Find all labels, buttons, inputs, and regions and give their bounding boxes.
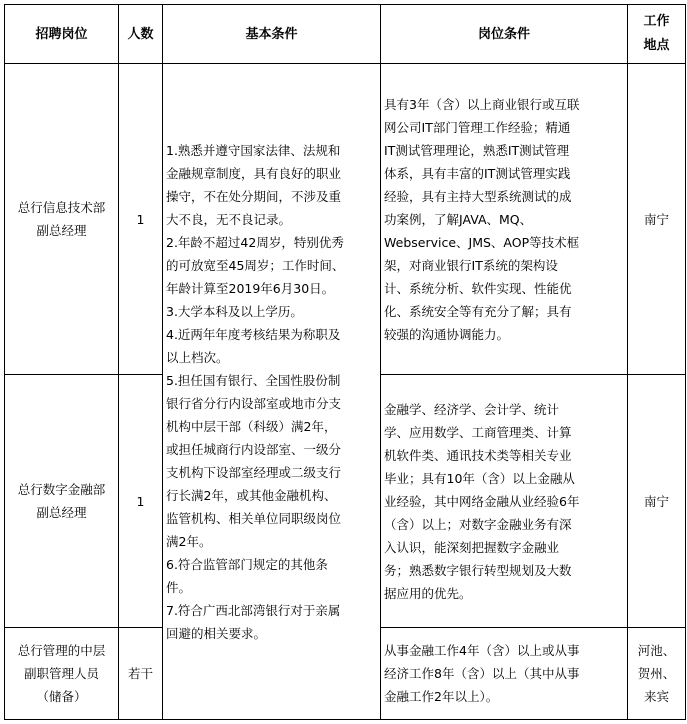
location-cell: 河池、 贺州、 来宾 bbox=[628, 628, 686, 720]
count-cell: 若干 bbox=[119, 628, 163, 720]
header-position: 招聘岗位 bbox=[5, 5, 119, 64]
basic-conditions-cell: 1.熟悉并遵守国家法律、法规和 金融规章制度，具有良好的职业 操守，不在处分期间，不涉及重 大不良，无不良记录。 2.年龄不超过42周岁，特别优秀 的可放宽至45周岁；工作时间、 年龄计算至2019年6月30日。 3.大学本科及以上学历。 4.近两年年度考核结果为称职及 以上档次。 5.担任国有银行、全国性股份制 银行省分行内设部室或地市分支 机构中层干部（科级）满2年， 或担任城商行内设部室、一级分 支机构下设部室经理或二级支行 行长满2年，或其他金融机构、 监管机构、相关单位同职级岗位 满2年。 6.符合监管部门规定的其他条 件。 7.符合广西北部湾银行对于亲属 回避的相关要求。 bbox=[163, 64, 381, 720]
position-cell: 总行数字金融部 副总经理 bbox=[5, 375, 119, 628]
table-row bbox=[5, 64, 686, 375]
header-count: 人数 bbox=[119, 5, 163, 64]
location-cell: 南宁 bbox=[628, 64, 686, 375]
recruitment-table bbox=[4, 4, 686, 720]
header-location: 工作 地点 bbox=[628, 5, 686, 64]
header-requirements: 岗位条件 bbox=[381, 5, 628, 64]
requirements-cell: 具有3年（含）以上商业银行或互联 网公司IT部门管理工作经验；精通 IT测试管理理论，熟悉IT测试管理 体系，具有丰富的IT测试管理实践 经验，具有主持大型系统测试的成 功案例，了解JAVA、MQ、 Webservice、JMS、AOP等技术框 架，对商业银行IT系统的架构设 计、系统分析、软件实现、性能优 化、系统安全等有充分了解；具有 较强的沟通协调能力。 bbox=[381, 64, 628, 375]
count-cell: 1 bbox=[119, 64, 163, 375]
header-row bbox=[5, 5, 686, 64]
requirements-cell: 从事金融工作4年（含）以上或从事 经济工作8年（含）以上（其中从事 金融工作2年以上）。 bbox=[381, 628, 628, 720]
position-cell: 总行信息技术部 副总经理 bbox=[5, 64, 119, 375]
location-cell: 南宁 bbox=[628, 375, 686, 628]
position-cell: 总行管理的中层 副职管理人员 （储备） bbox=[5, 628, 119, 720]
header-basic: 基本条件 bbox=[163, 5, 381, 64]
requirements-cell: 金融学、经济学、会计学、统计 学、应用数学、工商管理类、计算 机软件类、通讯技术类等相关专业 毕业；具有10年（含）以上金融从 业经验，其中网络金融从业经验6年 （含）以上；对数字金融业务有深 入认识，能深刻把握数字金融业 务；熟悉数字银行转型规划及大数 据应用的优先。 bbox=[381, 375, 628, 628]
count-cell: 1 bbox=[119, 375, 163, 628]
